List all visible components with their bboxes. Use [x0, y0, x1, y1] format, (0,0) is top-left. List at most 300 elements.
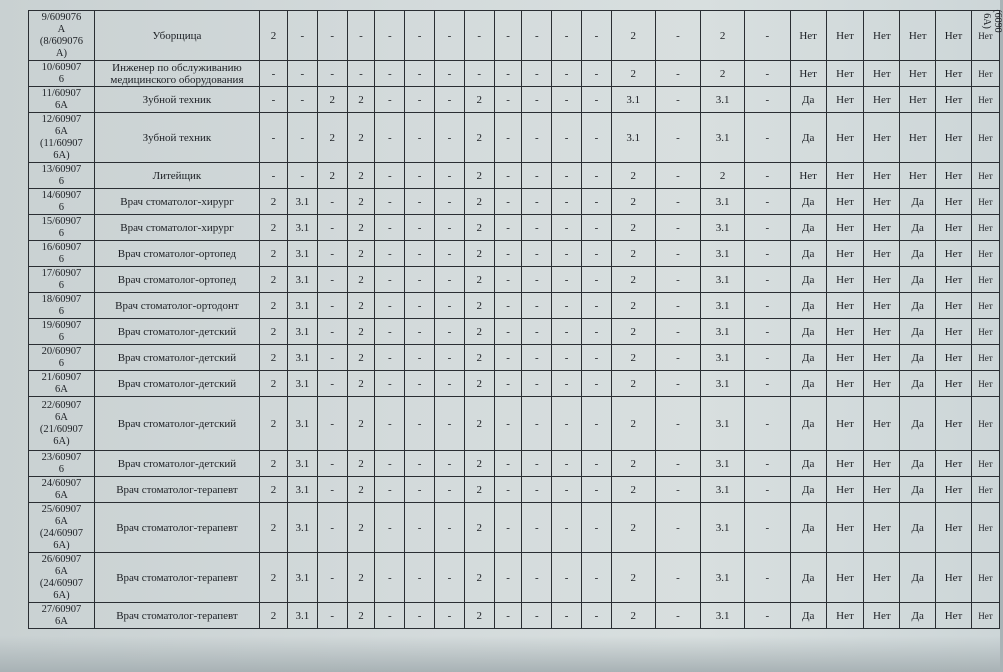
factor-class-cell: -	[494, 241, 522, 267]
answer-cell: Да	[900, 189, 936, 215]
factor-class-cell: -	[375, 477, 405, 503]
answer-cell: Да	[900, 345, 936, 371]
answer-cell: Да	[790, 553, 826, 603]
answer-cell: Да	[790, 603, 826, 629]
factor-class-cell: -	[317, 603, 347, 629]
answer-cell: Да	[900, 267, 936, 293]
factor-class-cell: 2	[611, 503, 655, 553]
factor-class-cell: 3.1	[701, 477, 745, 503]
factor-class-cell: 2	[260, 477, 288, 503]
position-cell: Врач стоматолог-детский	[94, 371, 259, 397]
factor-class-cell: 2	[347, 113, 375, 163]
factor-class-cell: -	[655, 293, 701, 319]
factor-class-cell: 3.1	[701, 603, 745, 629]
factor-class-cell: -	[522, 451, 552, 477]
factor-class-cell: 2	[260, 553, 288, 603]
table-row	[29, 451, 1000, 477]
position-cell: Врач стоматолог-детский	[94, 451, 259, 477]
working-conditions-table	[28, 10, 1000, 629]
answer-cell: Нет	[936, 397, 972, 451]
answer-cell: Нет	[936, 371, 972, 397]
factor-class-cell: -	[317, 345, 347, 371]
factor-class-cell: -	[405, 319, 435, 345]
answer-cell: Нет	[971, 397, 999, 451]
factor-class-cell: -	[655, 503, 701, 553]
factor-class-cell: -	[405, 241, 435, 267]
factor-class-cell: -	[582, 345, 612, 371]
answer-cell: Нет	[971, 163, 999, 189]
factor-class-cell: -	[552, 397, 582, 451]
factor-class-cell: 2	[464, 603, 494, 629]
factor-class-cell: 3.1	[287, 603, 317, 629]
factor-class-cell: -	[375, 87, 405, 113]
factor-class-cell: 3.1	[701, 345, 745, 371]
answer-cell: Нет	[864, 477, 900, 503]
answer-cell: Нет	[936, 477, 972, 503]
factor-class-cell: -	[655, 371, 701, 397]
answer-cell: Да	[790, 451, 826, 477]
answer-cell: Да	[790, 293, 826, 319]
factor-class-cell: -	[745, 553, 791, 603]
workplace-code-cell: 21/60907 6А	[29, 371, 95, 397]
position-cell: Литейщик	[94, 163, 259, 189]
factor-class-cell: -	[347, 61, 375, 87]
factor-class-cell: -	[745, 61, 791, 87]
answer-cell: Нет	[826, 163, 864, 189]
answer-cell: Нет	[936, 61, 972, 87]
factor-class-cell: -	[745, 113, 791, 163]
factor-class-cell: -	[435, 61, 465, 87]
answer-cell: Да	[790, 189, 826, 215]
factor-class-cell: 3.1	[287, 451, 317, 477]
factor-class-cell: -	[435, 215, 465, 241]
workplace-code-cell: 12/60907 6А (11/60907 6А)	[29, 113, 95, 163]
factor-class-cell: -	[405, 503, 435, 553]
factor-class-cell: -	[522, 477, 552, 503]
factor-class-cell: -	[552, 11, 582, 61]
factor-class-cell: 2	[260, 451, 288, 477]
factor-class-cell: 2	[611, 553, 655, 603]
factor-class-cell: 3.1	[611, 113, 655, 163]
factor-class-cell: -	[552, 87, 582, 113]
position-cell: Врач стоматолог-детский	[94, 345, 259, 371]
answer-cell: Нет	[971, 113, 999, 163]
position-cell: Врач стоматолог-терапевт	[94, 477, 259, 503]
factor-class-cell: -	[745, 241, 791, 267]
factor-class-cell: -	[405, 61, 435, 87]
factor-class-cell: -	[655, 11, 701, 61]
workplace-code-cell: 23/60907 6	[29, 451, 95, 477]
factor-class-cell: -	[494, 371, 522, 397]
table-row	[29, 477, 1000, 503]
factor-class-cell: 2	[611, 267, 655, 293]
factor-class-cell: 2	[347, 293, 375, 319]
factor-class-cell: -	[317, 267, 347, 293]
answer-cell: Нет	[826, 319, 864, 345]
answer-cell: Нет	[864, 11, 900, 61]
factor-class-cell: -	[494, 345, 522, 371]
answer-cell: Нет	[826, 451, 864, 477]
factor-class-cell: -	[552, 371, 582, 397]
answer-cell: Нет	[936, 215, 972, 241]
answer-cell: Нет	[826, 87, 864, 113]
answer-cell: Нет	[971, 293, 999, 319]
factor-class-cell: 3.1	[287, 345, 317, 371]
workplace-code-cell: 26/60907 6А (24/60907 6А)	[29, 553, 95, 603]
answer-cell: Нет	[790, 163, 826, 189]
factor-class-cell: -	[317, 11, 347, 61]
factor-class-cell: -	[317, 477, 347, 503]
factor-class-cell: -	[317, 293, 347, 319]
factor-class-cell: 2	[611, 11, 655, 61]
position-cell: Врач стоматолог-ортодонт	[94, 293, 259, 319]
factor-class-cell: 2	[464, 319, 494, 345]
factor-class-cell: -	[582, 61, 612, 87]
factor-class-cell: 3.1	[287, 215, 317, 241]
answer-cell: Нет	[936, 553, 972, 603]
factor-class-cell: 2	[464, 267, 494, 293]
answer-cell: Нет	[864, 319, 900, 345]
workplace-code-cell: 27/60907 6А	[29, 603, 95, 629]
factor-class-cell: 2	[611, 215, 655, 241]
factor-class-cell: 2	[611, 397, 655, 451]
factor-class-cell: 2	[611, 603, 655, 629]
factor-class-cell: -	[494, 267, 522, 293]
factor-class-cell: -	[745, 397, 791, 451]
factor-class-cell: 2	[464, 241, 494, 267]
factor-class-cell: -	[375, 163, 405, 189]
factor-class-cell: 2	[464, 113, 494, 163]
answer-cell: Нет	[971, 451, 999, 477]
answer-cell: Нет	[936, 451, 972, 477]
factor-class-cell: -	[375, 553, 405, 603]
factor-class-cell: 3.1	[287, 371, 317, 397]
factor-class-cell: 2	[347, 215, 375, 241]
factor-class-cell: -	[552, 293, 582, 319]
factor-class-cell: -	[582, 113, 612, 163]
answer-cell: Нет	[971, 267, 999, 293]
factor-class-cell: -	[582, 163, 612, 189]
answer-cell: Да	[900, 553, 936, 603]
factor-class-cell: 3.1	[701, 397, 745, 451]
factor-class-cell: -	[582, 503, 612, 553]
factor-class-cell: -	[745, 267, 791, 293]
table-row	[29, 11, 1000, 61]
factor-class-cell: -	[655, 241, 701, 267]
answer-cell: Нет	[826, 241, 864, 267]
factor-class-cell: -	[655, 163, 701, 189]
factor-class-cell: -	[464, 11, 494, 61]
factor-class-cell: 2	[347, 553, 375, 603]
answer-cell: Нет	[936, 345, 972, 371]
answer-cell: Нет	[864, 503, 900, 553]
workplace-code-cell: 19/60907 6	[29, 319, 95, 345]
factor-class-cell: 2	[347, 397, 375, 451]
position-cell: Врач стоматолог-терапевт	[94, 503, 259, 553]
answer-cell: Нет	[971, 503, 999, 553]
factor-class-cell: -	[552, 113, 582, 163]
factor-class-cell: 2	[260, 371, 288, 397]
answer-cell: Да	[900, 371, 936, 397]
factor-class-cell: -	[655, 397, 701, 451]
factor-class-cell: -	[655, 603, 701, 629]
factor-class-cell: -	[317, 215, 347, 241]
factor-class-cell: 2	[611, 319, 655, 345]
answer-cell: Да	[790, 477, 826, 503]
factor-class-cell: -	[552, 163, 582, 189]
answer-cell: Нет	[826, 215, 864, 241]
workplace-code-cell: 22/60907 6А (21/60907 6А)	[29, 397, 95, 451]
factor-class-cell: 2	[347, 503, 375, 553]
answer-cell: Нет	[864, 87, 900, 113]
factor-class-cell: 2	[611, 345, 655, 371]
answer-cell: Нет	[864, 345, 900, 371]
factor-class-cell: -	[405, 87, 435, 113]
factor-class-cell: -	[435, 163, 465, 189]
answer-cell: Да	[790, 241, 826, 267]
factor-class-cell: -	[405, 553, 435, 603]
factor-class-cell: -	[435, 477, 465, 503]
factor-class-cell: -	[435, 553, 465, 603]
factor-class-cell: -	[522, 87, 552, 113]
factor-class-cell: 2	[347, 603, 375, 629]
factor-class-cell: -	[522, 241, 552, 267]
factor-class-cell: -	[522, 61, 552, 87]
answer-cell: Да	[790, 503, 826, 553]
factor-class-cell: -	[494, 451, 522, 477]
answer-cell: Да	[900, 319, 936, 345]
factor-class-cell: -	[405, 163, 435, 189]
factor-class-cell: -	[552, 603, 582, 629]
factor-class-cell: 2	[611, 61, 655, 87]
factor-class-cell: 2	[347, 267, 375, 293]
table-row	[29, 163, 1000, 189]
factor-class-cell: 2	[464, 503, 494, 553]
position-cell: Врач стоматолог-хирург	[94, 189, 259, 215]
factor-class-cell: -	[494, 293, 522, 319]
position-cell: Врач стоматолог-ортопед	[94, 267, 259, 293]
factor-class-cell: -	[552, 189, 582, 215]
factor-class-cell: -	[317, 371, 347, 397]
factor-class-cell: -	[522, 215, 552, 241]
factor-class-cell: 3.1	[701, 503, 745, 553]
factor-class-cell: -	[375, 371, 405, 397]
factor-class-cell: 2	[464, 451, 494, 477]
factor-class-cell: 3.1	[287, 319, 317, 345]
factor-class-cell: -	[522, 345, 552, 371]
factor-class-cell: -	[745, 163, 791, 189]
answer-cell: Да	[900, 503, 936, 553]
factor-class-cell: 2	[611, 241, 655, 267]
factor-class-cell: -	[317, 319, 347, 345]
factor-class-cell: 3.1	[701, 189, 745, 215]
answer-cell: Нет	[864, 553, 900, 603]
answer-cell: Нет	[864, 397, 900, 451]
answer-cell: Нет	[864, 113, 900, 163]
factor-class-cell: -	[745, 345, 791, 371]
answer-cell: Да	[790, 397, 826, 451]
answer-cell: Нет	[900, 163, 936, 189]
factor-class-cell: 2	[260, 293, 288, 319]
position-cell: Врач стоматолог-детский	[94, 397, 259, 451]
workplace-code-cell: 9/609076 А (8/609076 А)	[29, 11, 95, 61]
factor-class-cell: 2	[260, 319, 288, 345]
factor-class-cell: 2	[464, 163, 494, 189]
factor-class-cell: -	[260, 61, 288, 87]
factor-class-cell: -	[655, 61, 701, 87]
factor-class-cell: 2	[464, 215, 494, 241]
factor-class-cell: -	[494, 319, 522, 345]
factor-class-cell: -	[435, 293, 465, 319]
factor-class-cell: -	[494, 553, 522, 603]
factor-class-cell: 2	[611, 371, 655, 397]
factor-class-cell: -	[405, 11, 435, 61]
factor-class-cell: -	[494, 215, 522, 241]
factor-class-cell: -	[745, 189, 791, 215]
factor-class-cell: 2	[464, 293, 494, 319]
factor-class-cell: -	[317, 61, 347, 87]
factor-class-cell: -	[745, 87, 791, 113]
factor-class-cell: -	[375, 113, 405, 163]
answer-cell: Нет	[936, 163, 972, 189]
factor-class-cell: -	[435, 267, 465, 293]
position-cell: Врач стоматолог-терапевт	[94, 603, 259, 629]
factor-class-cell: -	[405, 371, 435, 397]
table-row	[29, 267, 1000, 293]
factor-class-cell: 3.1	[287, 267, 317, 293]
margin-note: (6090 6А)	[981, 9, 1003, 33]
answer-cell: Нет	[826, 345, 864, 371]
answer-cell: Нет	[864, 189, 900, 215]
factor-class-cell: -	[287, 87, 317, 113]
workplace-code-cell: 10/60907 6	[29, 61, 95, 87]
answer-cell: Нет	[971, 189, 999, 215]
page-shadow	[0, 636, 1000, 672]
answer-cell: Да	[900, 603, 936, 629]
factor-class-cell: -	[435, 113, 465, 163]
answer-cell: Нет	[971, 61, 999, 87]
answer-cell: Нет	[864, 451, 900, 477]
position-cell: Зубной техник	[94, 87, 259, 113]
factor-class-cell: 2	[347, 163, 375, 189]
answer-cell: Нет	[971, 241, 999, 267]
factor-class-cell: -	[435, 87, 465, 113]
factor-class-cell: 2	[464, 477, 494, 503]
position-cell: Врач стоматолог-ортопед	[94, 241, 259, 267]
factor-class-cell: -	[552, 477, 582, 503]
factor-class-cell: 2	[317, 163, 347, 189]
factor-class-cell: -	[375, 215, 405, 241]
factor-class-cell: -	[317, 397, 347, 451]
factor-class-cell: -	[405, 397, 435, 451]
answer-cell: Нет	[826, 603, 864, 629]
factor-class-cell: -	[405, 189, 435, 215]
position-cell: Инженер по обслуживанию медицинского оборудования	[94, 61, 259, 87]
factor-class-cell: -	[745, 293, 791, 319]
factor-class-cell: -	[655, 113, 701, 163]
answer-cell: Нет	[864, 61, 900, 87]
factor-class-cell: -	[655, 267, 701, 293]
factor-class-cell: -	[435, 603, 465, 629]
factor-class-cell: -	[582, 397, 612, 451]
factor-class-cell: -	[582, 603, 612, 629]
factor-class-cell: 2	[611, 477, 655, 503]
answer-cell: Нет	[864, 215, 900, 241]
factor-class-cell: 2	[317, 113, 347, 163]
factor-class-cell: -	[552, 553, 582, 603]
factor-class-cell: -	[522, 397, 552, 451]
factor-class-cell: -	[655, 189, 701, 215]
factor-class-cell: -	[655, 345, 701, 371]
table-row	[29, 319, 1000, 345]
answer-cell: Да	[790, 87, 826, 113]
factor-class-cell: 3.1	[701, 241, 745, 267]
factor-class-cell: -	[494, 603, 522, 629]
factor-class-cell: 3.1	[701, 553, 745, 603]
factor-class-cell: 2	[611, 163, 655, 189]
factor-class-cell: -	[287, 163, 317, 189]
factor-class-cell: -	[375, 603, 405, 629]
answer-cell: Нет	[826, 189, 864, 215]
factor-class-cell: -	[375, 241, 405, 267]
factor-class-cell: -	[745, 371, 791, 397]
factor-class-cell: -	[375, 503, 405, 553]
factor-class-cell: 2	[260, 241, 288, 267]
factor-class-cell: -	[552, 241, 582, 267]
answer-cell: Нет	[790, 11, 826, 61]
answer-cell: Нет	[936, 113, 972, 163]
answer-cell: Нет	[900, 11, 936, 61]
factor-class-cell: -	[435, 11, 465, 61]
factor-class-cell: -	[435, 451, 465, 477]
factor-class-cell: -	[522, 371, 552, 397]
answer-cell: Нет	[936, 503, 972, 553]
factor-class-cell: -	[655, 87, 701, 113]
factor-class-cell: -	[522, 11, 552, 61]
answer-cell: Да	[900, 477, 936, 503]
factor-class-cell: -	[522, 113, 552, 163]
factor-class-cell: 3.1	[287, 293, 317, 319]
factor-class-cell: -	[552, 61, 582, 87]
position-cell: Врач стоматолог-хирург	[94, 215, 259, 241]
factor-class-cell: 2	[260, 11, 288, 61]
position-cell: Зубной техник	[94, 113, 259, 163]
workplace-code-cell: 11/60907 6А	[29, 87, 95, 113]
factor-class-cell: -	[435, 397, 465, 451]
factor-class-cell: 2	[701, 163, 745, 189]
answer-cell: Нет	[936, 267, 972, 293]
factor-class-cell: 2	[347, 477, 375, 503]
answer-cell: Да	[900, 397, 936, 451]
workplace-code-cell: 20/60907 6	[29, 345, 95, 371]
factor-class-cell: -	[405, 267, 435, 293]
factor-class-cell: -	[552, 503, 582, 553]
factor-class-cell: 2	[464, 553, 494, 603]
factor-class-cell: 2	[464, 371, 494, 397]
answer-cell: Нет	[790, 61, 826, 87]
table-row	[29, 87, 1000, 113]
factor-class-cell: -	[552, 345, 582, 371]
answer-cell: Нет	[864, 241, 900, 267]
answer-cell: Нет	[936, 319, 972, 345]
factor-class-cell: -	[582, 241, 612, 267]
position-cell: Уборщица	[94, 11, 259, 61]
factor-class-cell: -	[375, 293, 405, 319]
factor-class-cell: -	[655, 319, 701, 345]
factor-class-cell: -	[435, 319, 465, 345]
answer-cell: Нет	[864, 293, 900, 319]
factor-class-cell: -	[405, 451, 435, 477]
